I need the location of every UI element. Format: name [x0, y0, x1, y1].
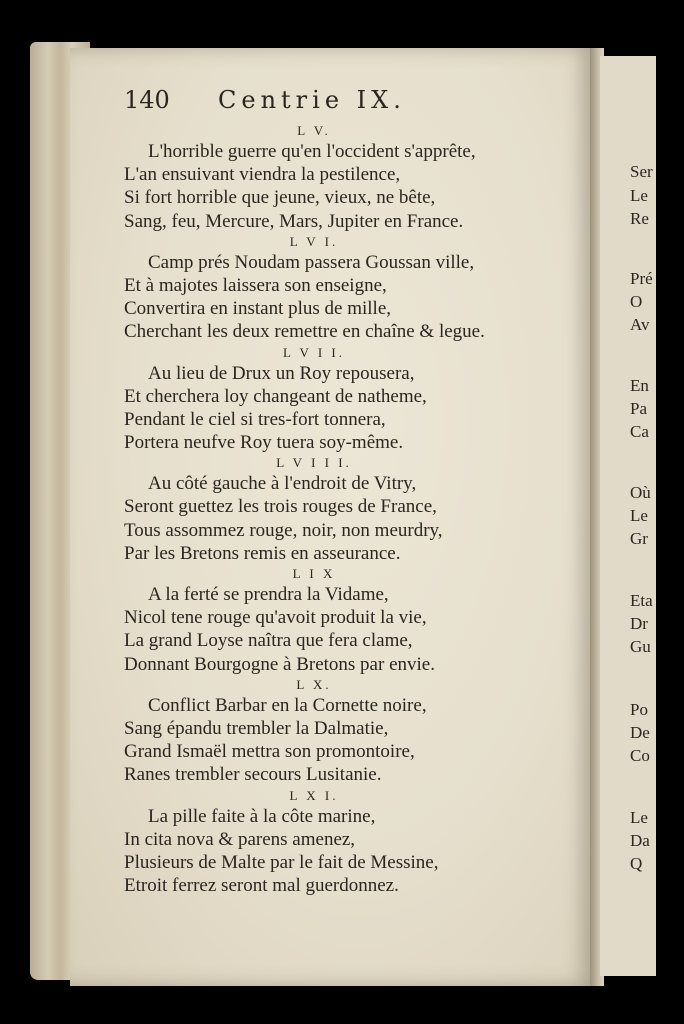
verse-line: Par les Bretons remis en asseurance.: [124, 542, 401, 564]
facing-fragment: Q: [630, 854, 643, 873]
verse-line: Sang épandu trembler la Dalmatie,: [124, 717, 389, 739]
quatrain: [124, 122, 554, 233]
quatrain-number: L V I.: [289, 233, 339, 249]
quatrain-list: [124, 122, 554, 897]
quatrain: [124, 565, 554, 676]
verse-line: Cherchant les deux remettre en chaîne & legue.: [124, 321, 485, 343]
facing-fragment: Po: [630, 700, 648, 719]
page-number: 140: [124, 86, 170, 114]
quatrain-number: L X I.: [289, 787, 339, 803]
verse-line: Et à majotes laissera son enseigne,: [124, 274, 387, 296]
quatrain-number: L V I I.: [282, 344, 346, 360]
verse-line: Ranes trembler secours Lusitanie.: [124, 764, 382, 786]
facing-fragment: Ca: [630, 422, 649, 441]
verse-line: Camp prés Noudam passera Goussan ville,: [148, 251, 475, 273]
facing-fragment: Le: [630, 186, 648, 205]
verse-line: Plusieurs de Malte par le fait de Messine,: [124, 851, 439, 873]
quatrain-number: L I X: [292, 566, 336, 581]
facing-fragment: Le: [630, 506, 648, 525]
verse-line: Portera neufve Roy tuera soy-même.: [124, 432, 404, 454]
facing-fragment: Le: [630, 808, 648, 827]
quatrain: [124, 454, 554, 565]
verse-line: Pendant le ciel si tres-fort tonnera,: [124, 408, 386, 430]
verse-line: Seront guettez les trois rouges de France,: [124, 496, 437, 518]
facing-fragment: De: [630, 723, 650, 742]
verse-line: In cita nova & parens amenez,: [124, 828, 356, 850]
quatrain-number: L X.: [296, 676, 332, 692]
quatrain: [124, 787, 554, 898]
quatrain: [124, 233, 554, 344]
facing-fragment: Ser: [630, 162, 653, 181]
facing-fragment: En: [630, 376, 649, 395]
quatrain: [124, 676, 554, 787]
quatrain-number: L V I I I.: [276, 455, 352, 471]
verse-line: Grand Ismaël mettra son promontoire,: [124, 741, 415, 763]
facing-fragment: Où: [630, 483, 651, 502]
verse-line: Et cherchera loy changeant de natheme,: [124, 385, 427, 407]
verse-line: L'horrible guerre qu'en l'occident s'apprête,: [148, 141, 476, 162]
verse-line: Convertira en instant plus de mille,: [124, 298, 392, 320]
verse-line: Sang, feu, Mercure, Mars, Jupiter en France.: [124, 210, 464, 232]
facing-fragment: Da: [630, 831, 650, 850]
verse-line: Conflict Barbar en la Cornette noire,: [148, 694, 427, 716]
verse-line: Nicol tene rouge qu'avoit produit la vie,: [124, 607, 427, 629]
verse-line: Au côté gauche à l'endroit de Vitry,: [148, 473, 417, 495]
facing-fragment: O: [630, 292, 643, 311]
facing-fragment: Pa: [630, 399, 647, 418]
facing-fragment: Dr: [630, 614, 648, 633]
facing-fragment: Gr: [630, 529, 648, 548]
verse-line: Donnant Bourgogne à Bretons par envie.: [124, 653, 435, 675]
quatrain-number: L V.: [297, 123, 331, 138]
facing-page: [600, 56, 656, 976]
verse-line: L'an ensuivant viendra la pestilence,: [124, 164, 401, 186]
facing-fragment: Co: [630, 746, 650, 765]
facing-fragment: Pré: [630, 269, 653, 288]
verse-line: Si fort horrible que jeune, vieux, ne bête,: [124, 187, 436, 209]
verse-line: Tous assommez rouge, noir, non meurdry,: [124, 519, 443, 541]
facing-fragment: Gu: [630, 637, 651, 656]
verse-line: Au lieu de Drux un Roy repousera,: [148, 362, 415, 384]
verse-line: La grand Loyse naîtra que fera clame,: [124, 630, 413, 652]
quatrain: [124, 344, 554, 455]
facing-fragment: Eta: [630, 591, 653, 610]
verse-line: La pille faite à la côte marine,: [148, 805, 376, 827]
facing-fragment: Re: [630, 209, 649, 228]
facing-fragment: Av: [630, 315, 650, 334]
page-header: [124, 86, 484, 116]
verse-line: A la ferté se prendra la Vidame,: [148, 584, 389, 605]
running-title: Centrie IX.: [218, 86, 406, 114]
verse-line: Etroit ferrez seront mal guerdonnez.: [124, 875, 399, 897]
